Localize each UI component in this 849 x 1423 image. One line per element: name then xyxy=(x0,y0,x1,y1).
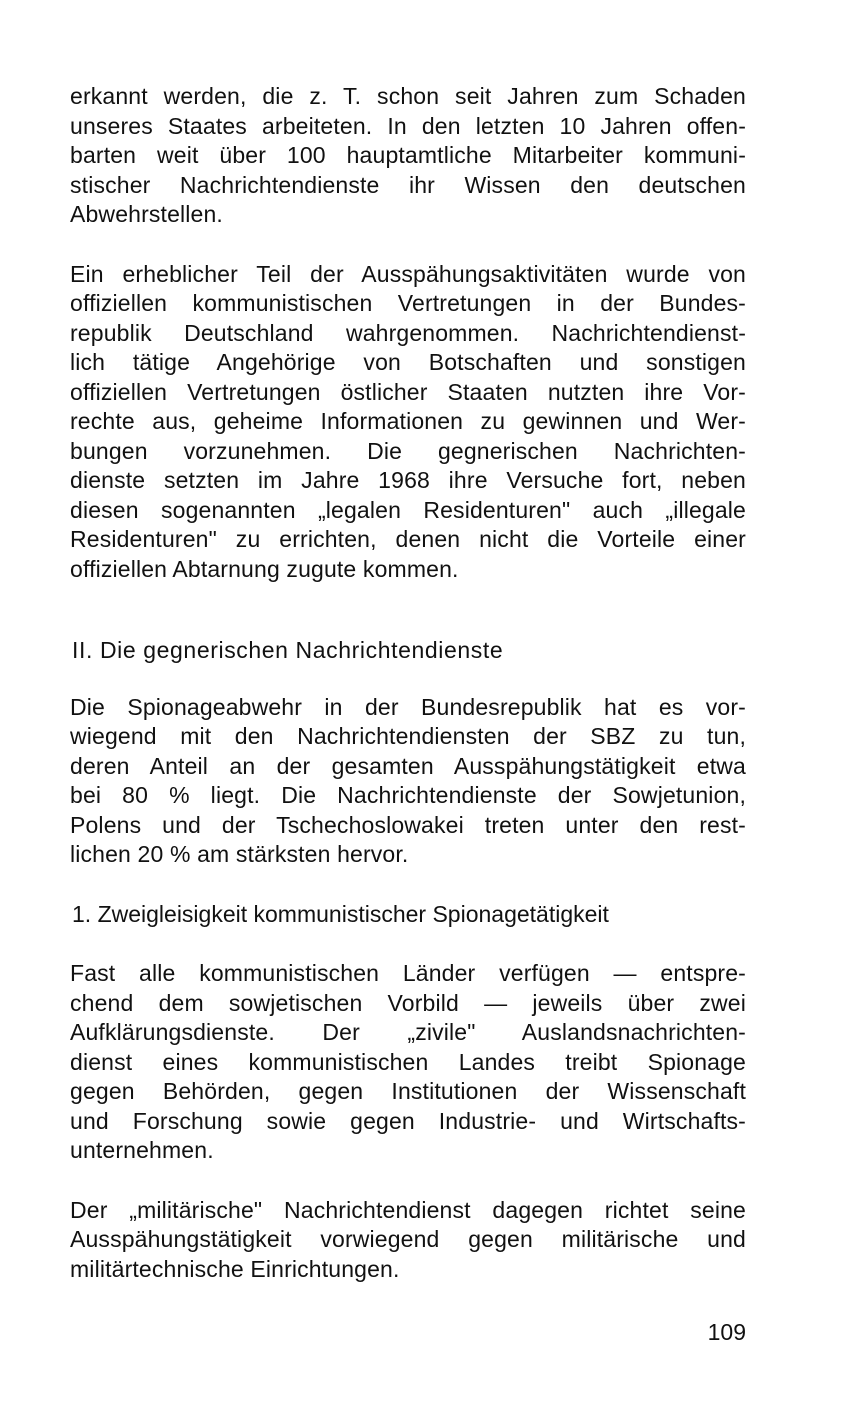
text-line: Polens und der Tschechoslowakei treten unter den rest- xyxy=(70,811,746,838)
text-line: wiegend mit den Nachrichtendiensten der SBZ zu tun, xyxy=(70,723,746,749)
text-line: offiziellen Abtarnung zugute kommen. xyxy=(70,555,459,582)
text-line: stischer Nachrichtendienste ihr Wissen den deutschen xyxy=(70,171,746,198)
text-line: offiziellen kommunistischen Vertretungen in der Bundes- xyxy=(70,290,746,316)
paragraph-militaerische-dienste xyxy=(70,1196,746,1285)
text-line: dienste setzten im Jahre 1968 ihre Versuche fort, neben xyxy=(70,467,746,493)
text-line: diesen sogenannten „legalen Residenturen" auch „illegale xyxy=(70,496,746,523)
paragraph-spionageabwehr xyxy=(70,693,746,870)
section-heading: II. Die gegnerischen Nachrichtendienste xyxy=(72,637,504,663)
text-line: dienst eines kommunistischen Landes treibt Spionage xyxy=(70,1048,746,1075)
text-line: militärtechnische Einrichtungen. xyxy=(70,1255,400,1282)
page-number: 109 xyxy=(707,1319,746,1345)
text-line: lichen 20 % am stärksten hervor. xyxy=(70,841,409,867)
text-line: barten weit über 100 hauptamtliche Mitarbeiter kommuni- xyxy=(70,142,746,168)
paragraph-zivile-dienste xyxy=(70,959,746,1166)
text-line: lich tätige Angehörige von Botschaften und sonstigen xyxy=(70,349,746,375)
text-line: Ausspähungstätigkeit vorwiegend gegen militärische und xyxy=(70,1226,746,1252)
text-line: unternehmen. xyxy=(70,1137,214,1163)
document-page xyxy=(70,82,746,1284)
text-line: republik Deutschland wahrgenommen. Nachrichtendienst- xyxy=(70,319,746,346)
text-line: bungen vorzunehmen. Die gegnerischen Nachrichten- xyxy=(70,437,746,464)
text-line: Residenturen" zu errichten, denen nicht die Vorteile einer xyxy=(70,526,746,552)
paragraph-continuation xyxy=(70,82,746,230)
text-line: Fast alle kommunistischen Länder verfügen — entspre- xyxy=(70,960,746,986)
text-line: Abwehrstellen. xyxy=(70,201,223,227)
text-line: erkannt werden, die z. T. schon seit Jahren zum Schaden xyxy=(70,83,746,109)
text-line: bei 80 % liegt. Die Nachrichtendienste der Sowjetunion, xyxy=(70,782,746,808)
text-line: Die Spionageabwehr in der Bundesrepublik hat es vor- xyxy=(70,693,746,720)
text-line: rechte aus, geheime Informationen zu gewinnen und Wer- xyxy=(70,408,746,434)
subsection-heading: 1. Zweigleisigkeit kommunistischer Spionagetätigkeit xyxy=(72,900,609,927)
text-line: gegen Behörden, gegen Institutionen der Wissenschaft xyxy=(70,1078,746,1104)
text-line: deren Anteil an der gesamten Ausspähungstätigkeit etwa xyxy=(70,752,746,779)
text-line: und Forschung sowie gegen Industrie- und Wirtschafts- xyxy=(70,1107,746,1134)
text-line: offiziellen Vertretungen östlicher Staaten nutzten ihre Vor- xyxy=(70,378,746,405)
text-line: Der „militärische" Nachrichtendienst dagegen richtet seine xyxy=(70,1196,746,1223)
text-line: Ein erheblicher Teil der Ausspähungsaktivitäten wurde von xyxy=(70,260,746,287)
paragraph-official-representations xyxy=(70,260,746,585)
text-line: chend dem sowjetischen Vorbild — jeweils über zwei xyxy=(70,989,746,1016)
text-line: Aufklärungsdienste. Der „zivile" Auslandsnachrichten- xyxy=(70,1019,746,1045)
text-line: unseres Staates arbeiteten. In den letzten 10 Jahren offen- xyxy=(70,112,746,139)
